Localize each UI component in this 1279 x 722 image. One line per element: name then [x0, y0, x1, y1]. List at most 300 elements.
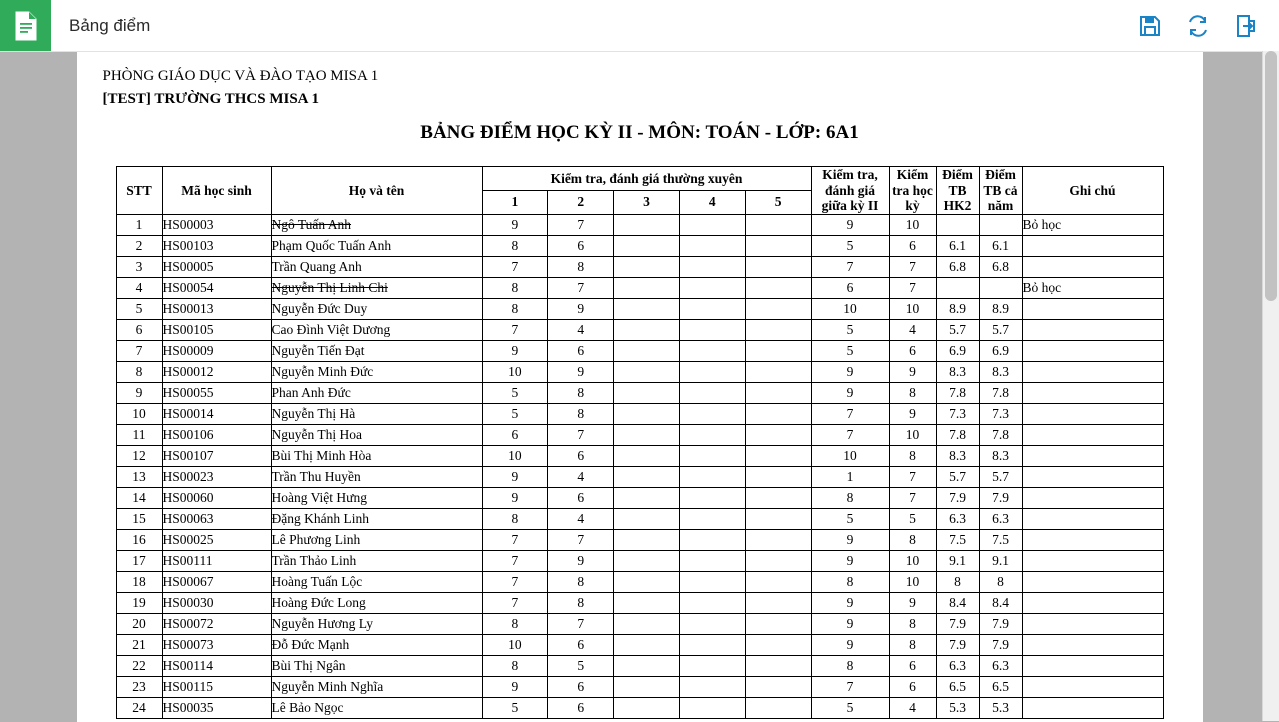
cell-final-exam: 10 — [889, 298, 936, 319]
cell-avg-year: 7.8 — [979, 382, 1022, 403]
cell-midterm: 7 — [811, 256, 889, 277]
table-row[interactable] — [116, 697, 1163, 718]
cell-tx-3 — [614, 466, 680, 487]
cell-full-name: Nguyễn Đức Duy — [271, 298, 482, 319]
cell-avg-hk2: 7.8 — [936, 382, 979, 403]
cell-student-id: HS00009 — [162, 340, 271, 361]
cell-avg-hk2: 5.3 — [936, 697, 979, 718]
cell-note — [1022, 445, 1163, 466]
cell-tx-4 — [679, 298, 745, 319]
cell-tx-3 — [614, 571, 680, 592]
cell-stt: 1 — [116, 214, 162, 235]
cell-tx-4 — [679, 613, 745, 634]
cell-tx-3 — [614, 235, 680, 256]
cell-avg-hk2: 6.3 — [936, 655, 979, 676]
table-row[interactable] — [116, 550, 1163, 571]
cell-tx-1: 7 — [482, 550, 548, 571]
cell-tx-5 — [745, 319, 811, 340]
cell-midterm: 8 — [811, 655, 889, 676]
cell-final-exam: 9 — [889, 403, 936, 424]
cell-tx-2: 9 — [548, 550, 614, 571]
cell-tx-5 — [745, 298, 811, 319]
cell-avg-year — [979, 277, 1022, 298]
cell-tx-3 — [614, 676, 680, 697]
cell-tx-5 — [745, 382, 811, 403]
cell-note — [1022, 613, 1163, 634]
cell-avg-year: 8 — [979, 571, 1022, 592]
cell-tx-1: 5 — [482, 403, 548, 424]
cell-stt: 13 — [116, 466, 162, 487]
cell-stt: 2 — [116, 235, 162, 256]
export-icon[interactable] — [1233, 13, 1259, 39]
cell-tx-1: 6 — [482, 424, 548, 445]
cell-stt: 18 — [116, 571, 162, 592]
cell-final-exam: 8 — [889, 445, 936, 466]
cell-stt: 8 — [116, 361, 162, 382]
cell-tx-1: 7 — [482, 529, 548, 550]
cell-tx-5 — [745, 277, 811, 298]
cell-stt: 21 — [116, 634, 162, 655]
cell-midterm: 5 — [811, 340, 889, 361]
cell-tx-4 — [679, 655, 745, 676]
cell-final-exam: 7 — [889, 487, 936, 508]
cell-tx-1: 8 — [482, 298, 548, 319]
cell-tx-2: 6 — [548, 697, 614, 718]
cell-tx-5 — [745, 361, 811, 382]
cell-tx-5 — [745, 529, 811, 550]
cell-tx-4 — [679, 676, 745, 697]
cell-note: Bỏ học — [1022, 277, 1163, 298]
cell-tx-1: 8 — [482, 613, 548, 634]
cell-student-id: HS00072 — [162, 613, 271, 634]
cell-student-id: HS00073 — [162, 634, 271, 655]
cell-avg-hk2: 7.3 — [936, 403, 979, 424]
cell-tx-4 — [679, 508, 745, 529]
cell-avg-year: 6.1 — [979, 235, 1022, 256]
cell-final-exam: 6 — [889, 676, 936, 697]
table-row[interactable] — [116, 487, 1163, 508]
cell-final-exam: 10 — [889, 571, 936, 592]
header-final-exam: Kiểm tra học kỳ — [889, 167, 936, 215]
cell-midterm: 9 — [811, 382, 889, 403]
cell-midterm: 10 — [811, 298, 889, 319]
cell-avg-year: 8.3 — [979, 361, 1022, 382]
cell-note — [1022, 676, 1163, 697]
cell-tx-3 — [614, 613, 680, 634]
cell-tx-2: 5 — [548, 655, 614, 676]
cell-tx-3 — [614, 214, 680, 235]
cell-tx-2: 6 — [548, 340, 614, 361]
cell-tx-2: 6 — [548, 634, 614, 655]
cell-note — [1022, 634, 1163, 655]
cell-tx-2: 6 — [548, 487, 614, 508]
cell-midterm: 9 — [811, 214, 889, 235]
cell-tx-5 — [745, 214, 811, 235]
header-stt: STT — [116, 167, 162, 215]
document-viewport — [0, 52, 1279, 722]
cell-tx-3 — [614, 550, 680, 571]
cell-stt: 7 — [116, 340, 162, 361]
cell-note — [1022, 466, 1163, 487]
cell-tx-5 — [745, 235, 811, 256]
cell-final-exam: 5 — [889, 508, 936, 529]
cell-final-exam: 7 — [889, 277, 936, 298]
cell-avg-year: 7.3 — [979, 403, 1022, 424]
cell-avg-year: 6.3 — [979, 655, 1022, 676]
cell-note — [1022, 361, 1163, 382]
cell-note — [1022, 319, 1163, 340]
vertical-scrollbar[interactable] — [1262, 51, 1279, 721]
header-avg-hk2: Điểm TB HK2 — [936, 167, 979, 215]
cell-tx-5 — [745, 424, 811, 445]
cell-stt: 20 — [116, 613, 162, 634]
cell-tx-1: 8 — [482, 235, 548, 256]
table-row[interactable] — [116, 235, 1163, 256]
cell-tx-2: 7 — [548, 214, 614, 235]
cell-midterm: 9 — [811, 361, 889, 382]
cell-full-name: Lê Phương Linh — [271, 529, 482, 550]
grades-table-head — [116, 167, 1163, 215]
cell-midterm: 9 — [811, 529, 889, 550]
cell-tx-4 — [679, 466, 745, 487]
cell-tx-5 — [745, 466, 811, 487]
cell-final-exam: 8 — [889, 382, 936, 403]
cell-tx-4 — [679, 634, 745, 655]
cell-student-id: HS00060 — [162, 487, 271, 508]
header-tx-1: 1 — [482, 190, 548, 214]
cell-avg-year: 8.9 — [979, 298, 1022, 319]
cell-stt: 10 — [116, 403, 162, 424]
cell-midterm: 7 — [811, 424, 889, 445]
cell-stt: 11 — [116, 424, 162, 445]
cell-stt: 3 — [116, 256, 162, 277]
cell-midterm: 9 — [811, 592, 889, 613]
cell-tx-3 — [614, 529, 680, 550]
cell-midterm: 8 — [811, 487, 889, 508]
cell-tx-3 — [614, 298, 680, 319]
cell-avg-year: 7.9 — [979, 634, 1022, 655]
cell-tx-3 — [614, 340, 680, 361]
cell-note — [1022, 256, 1163, 277]
cell-tx-2: 8 — [548, 403, 614, 424]
table-row[interactable] — [116, 214, 1163, 235]
cell-student-id: HS00030 — [162, 592, 271, 613]
cell-avg-hk2: 9.1 — [936, 550, 979, 571]
cell-tx-3 — [614, 508, 680, 529]
cell-full-name: Phan Anh Đức — [271, 382, 482, 403]
cell-full-name: Nguyễn Thị Linh Chi — [271, 277, 482, 298]
cell-tx-1: 5 — [482, 382, 548, 403]
cell-tx-5 — [745, 550, 811, 571]
cell-student-id: HS00115 — [162, 676, 271, 697]
cell-note — [1022, 508, 1163, 529]
cell-tx-4 — [679, 529, 745, 550]
cell-avg-year: 7.8 — [979, 424, 1022, 445]
cell-final-exam: 6 — [889, 235, 936, 256]
cell-stt: 6 — [116, 319, 162, 340]
table-row[interactable] — [116, 298, 1163, 319]
title-bar — [0, 0, 1279, 52]
cell-tx-4 — [679, 445, 745, 466]
cell-tx-2: 9 — [548, 298, 614, 319]
cell-student-id: HS00055 — [162, 382, 271, 403]
cell-tx-3 — [614, 319, 680, 340]
cell-tx-4 — [679, 382, 745, 403]
cell-final-exam: 7 — [889, 466, 936, 487]
cell-tx-1: 9 — [482, 487, 548, 508]
cell-tx-3 — [614, 277, 680, 298]
header-regular-assessment: Kiểm tra, đánh giá thường xuyên — [482, 167, 811, 191]
cell-tx-3 — [614, 424, 680, 445]
cell-tx-2: 8 — [548, 592, 614, 613]
cell-midterm: 5 — [811, 697, 889, 718]
cell-midterm: 9 — [811, 550, 889, 571]
cell-final-exam: 4 — [889, 697, 936, 718]
table-row[interactable] — [116, 277, 1163, 298]
cell-note — [1022, 529, 1163, 550]
refresh-icon[interactable] — [1185, 13, 1211, 39]
cell-stt: 5 — [116, 298, 162, 319]
cell-final-exam: 6 — [889, 655, 936, 676]
cell-midterm: 5 — [811, 319, 889, 340]
cell-tx-4 — [679, 319, 745, 340]
cell-student-id: HS00012 — [162, 361, 271, 382]
cell-avg-hk2: 7.8 — [936, 424, 979, 445]
cell-full-name: Phạm Quốc Tuấn Anh — [271, 235, 482, 256]
cell-tx-4 — [679, 487, 745, 508]
cell-student-id: HS00023 — [162, 466, 271, 487]
cell-stt: 23 — [116, 676, 162, 697]
table-row[interactable] — [116, 634, 1163, 655]
scrollbar-thumb[interactable] — [1265, 51, 1277, 301]
cell-tx-1: 8 — [482, 508, 548, 529]
cell-avg-hk2: 6.8 — [936, 256, 979, 277]
cell-avg-year: 8.4 — [979, 592, 1022, 613]
cell-tx-1: 7 — [482, 319, 548, 340]
cell-tx-1: 9 — [482, 340, 548, 361]
cell-stt: 14 — [116, 487, 162, 508]
cell-tx-2: 8 — [548, 382, 614, 403]
cell-full-name: Bùi Thị Ngân — [271, 655, 482, 676]
cell-tx-2: 7 — [548, 424, 614, 445]
cell-avg-hk2: 8.3 — [936, 445, 979, 466]
cell-student-id: HS00105 — [162, 319, 271, 340]
cell-midterm: 5 — [811, 508, 889, 529]
cell-student-id: HS00013 — [162, 298, 271, 319]
cell-full-name: Lê Bảo Ngọc — [271, 697, 482, 718]
cell-avg-year: 7.9 — [979, 487, 1022, 508]
cell-tx-2: 6 — [548, 445, 614, 466]
cell-tx-3 — [614, 445, 680, 466]
cell-midterm: 5 — [811, 235, 889, 256]
cell-tx-3 — [614, 382, 680, 403]
cell-final-exam: 7 — [889, 256, 936, 277]
header-tx-3: 3 — [614, 190, 680, 214]
cell-full-name: Bùi Thị Minh Hòa — [271, 445, 482, 466]
cell-note — [1022, 424, 1163, 445]
cell-tx-3 — [614, 487, 680, 508]
table-row[interactable] — [116, 676, 1163, 697]
cell-student-id: HS00106 — [162, 424, 271, 445]
organization-line: PHÒNG GIÁO DỤC VÀ ĐÀO TẠO MISA 1 — [102, 68, 379, 84]
cell-tx-3 — [614, 361, 680, 382]
table-row[interactable] — [116, 466, 1163, 487]
cell-final-exam: 9 — [889, 592, 936, 613]
cell-full-name: Đặng Khánh Linh — [271, 508, 482, 529]
cell-tx-4 — [679, 403, 745, 424]
cell-avg-hk2: 7.5 — [936, 529, 979, 550]
header-avg-year: Điểm TB cả năm — [979, 167, 1022, 215]
cell-tx-5 — [745, 697, 811, 718]
cell-tx-3 — [614, 256, 680, 277]
document-page — [77, 52, 1203, 722]
cell-tx-1: 9 — [482, 676, 548, 697]
cell-final-exam: 4 — [889, 319, 936, 340]
cell-stt: 16 — [116, 529, 162, 550]
cell-tx-5 — [745, 340, 811, 361]
cell-tx-5 — [745, 445, 811, 466]
cell-avg-year: 6.8 — [979, 256, 1022, 277]
table-row[interactable] — [116, 571, 1163, 592]
cell-stt: 15 — [116, 508, 162, 529]
cell-note — [1022, 697, 1163, 718]
cell-full-name: Nguyễn Minh Nghĩa — [271, 676, 482, 697]
cell-tx-3 — [614, 634, 680, 655]
cell-avg-hk2: 6.9 — [936, 340, 979, 361]
school-line: [TEST] TRƯỜNG THCS MISA 1 — [102, 91, 319, 107]
cell-note — [1022, 655, 1163, 676]
cell-tx-2: 4 — [548, 319, 614, 340]
table-row[interactable] — [116, 508, 1163, 529]
cell-tx-3 — [614, 697, 680, 718]
cell-full-name: Nguyễn Hương Ly — [271, 613, 482, 634]
cell-midterm: 1 — [811, 466, 889, 487]
cell-student-id: HS00014 — [162, 403, 271, 424]
cell-note — [1022, 592, 1163, 613]
cell-final-exam: 10 — [889, 214, 936, 235]
cell-tx-1: 10 — [482, 634, 548, 655]
cell-avg-hk2: 8.3 — [936, 361, 979, 382]
header-tx-4: 4 — [679, 190, 745, 214]
cell-tx-2: 4 — [548, 466, 614, 487]
cell-tx-3 — [614, 655, 680, 676]
table-row[interactable] — [116, 256, 1163, 277]
cell-note — [1022, 235, 1163, 256]
grades-table — [116, 166, 1164, 719]
cell-midterm: 9 — [811, 613, 889, 634]
cell-tx-4 — [679, 214, 745, 235]
table-row[interactable] — [116, 361, 1163, 382]
cell-avg-year: 7.9 — [979, 613, 1022, 634]
table-row[interactable] — [116, 529, 1163, 550]
cell-student-id: HS00114 — [162, 655, 271, 676]
cell-tx-1: 8 — [482, 277, 548, 298]
cell-full-name: Nguyễn Minh Đức — [271, 361, 482, 382]
header-tx-5: 5 — [745, 190, 811, 214]
cell-tx-5 — [745, 676, 811, 697]
cell-stt: 9 — [116, 382, 162, 403]
cell-avg-hk2: 6.1 — [936, 235, 979, 256]
cell-note — [1022, 487, 1163, 508]
cell-tx-1: 5 — [482, 697, 548, 718]
grades-table-body — [116, 214, 1163, 718]
cell-tx-1: 10 — [482, 445, 548, 466]
cell-midterm: 6 — [811, 277, 889, 298]
table-row[interactable] — [116, 424, 1163, 445]
cell-tx-5 — [745, 256, 811, 277]
cell-avg-hk2 — [936, 214, 979, 235]
cell-tx-4 — [679, 340, 745, 361]
table-row[interactable] — [116, 445, 1163, 466]
cell-avg-year: 7.5 — [979, 529, 1022, 550]
header-tx-2: 2 — [548, 190, 614, 214]
cell-avg-year — [979, 214, 1022, 235]
table-row[interactable] — [116, 382, 1163, 403]
cell-avg-year: 9.1 — [979, 550, 1022, 571]
cell-final-exam: 9 — [889, 361, 936, 382]
cell-avg-year: 6.9 — [979, 340, 1022, 361]
cell-avg-year: 5.3 — [979, 697, 1022, 718]
cell-stt: 12 — [116, 445, 162, 466]
cell-tx-5 — [745, 655, 811, 676]
table-row[interactable] — [116, 655, 1163, 676]
cell-tx-1: 9 — [482, 214, 548, 235]
cell-full-name: Đỗ Đức Mạnh — [271, 634, 482, 655]
cell-avg-hk2: 6.3 — [936, 508, 979, 529]
cell-full-name: Cao Đình Việt Dương — [271, 319, 482, 340]
cell-final-exam: 6 — [889, 340, 936, 361]
cell-tx-1: 8 — [482, 655, 548, 676]
cell-avg-year: 5.7 — [979, 319, 1022, 340]
cell-avg-hk2: 5.7 — [936, 319, 979, 340]
cell-tx-2: 6 — [548, 676, 614, 697]
table-row[interactable] — [116, 340, 1163, 361]
cell-midterm: 8 — [811, 571, 889, 592]
cell-tx-4 — [679, 277, 745, 298]
cell-tx-5 — [745, 508, 811, 529]
cell-student-id: HS00111 — [162, 550, 271, 571]
cell-note — [1022, 403, 1163, 424]
cell-tx-4 — [679, 571, 745, 592]
table-row[interactable] — [116, 592, 1163, 613]
table-row[interactable] — [116, 319, 1163, 340]
cell-full-name: Hoàng Đức Long — [271, 592, 482, 613]
cell-stt: 22 — [116, 655, 162, 676]
cell-full-name: Hoàng Tuấn Lộc — [271, 571, 482, 592]
table-row[interactable] — [116, 613, 1163, 634]
cell-student-id: HS00054 — [162, 277, 271, 298]
cell-full-name: Trần Quang Anh — [271, 256, 482, 277]
cell-midterm: 10 — [811, 445, 889, 466]
cell-full-name: Ngô Tuấn Anh — [271, 214, 482, 235]
cell-student-id: HS00103 — [162, 235, 271, 256]
save-icon[interactable] — [1137, 13, 1163, 39]
cell-final-exam: 10 — [889, 550, 936, 571]
cell-tx-2: 4 — [548, 508, 614, 529]
table-row[interactable] — [116, 403, 1163, 424]
cell-tx-2: 8 — [548, 256, 614, 277]
cell-full-name: Nguyễn Thị Hà — [271, 403, 482, 424]
cell-tx-2: 8 — [548, 571, 614, 592]
cell-note — [1022, 550, 1163, 571]
cell-note — [1022, 340, 1163, 361]
cell-tx-3 — [614, 403, 680, 424]
cell-tx-4 — [679, 550, 745, 571]
cell-final-exam: 8 — [889, 634, 936, 655]
cell-note: Bỏ học — [1022, 214, 1163, 235]
cell-tx-4 — [679, 424, 745, 445]
window-title: Bảng điểm — [69, 15, 151, 35]
